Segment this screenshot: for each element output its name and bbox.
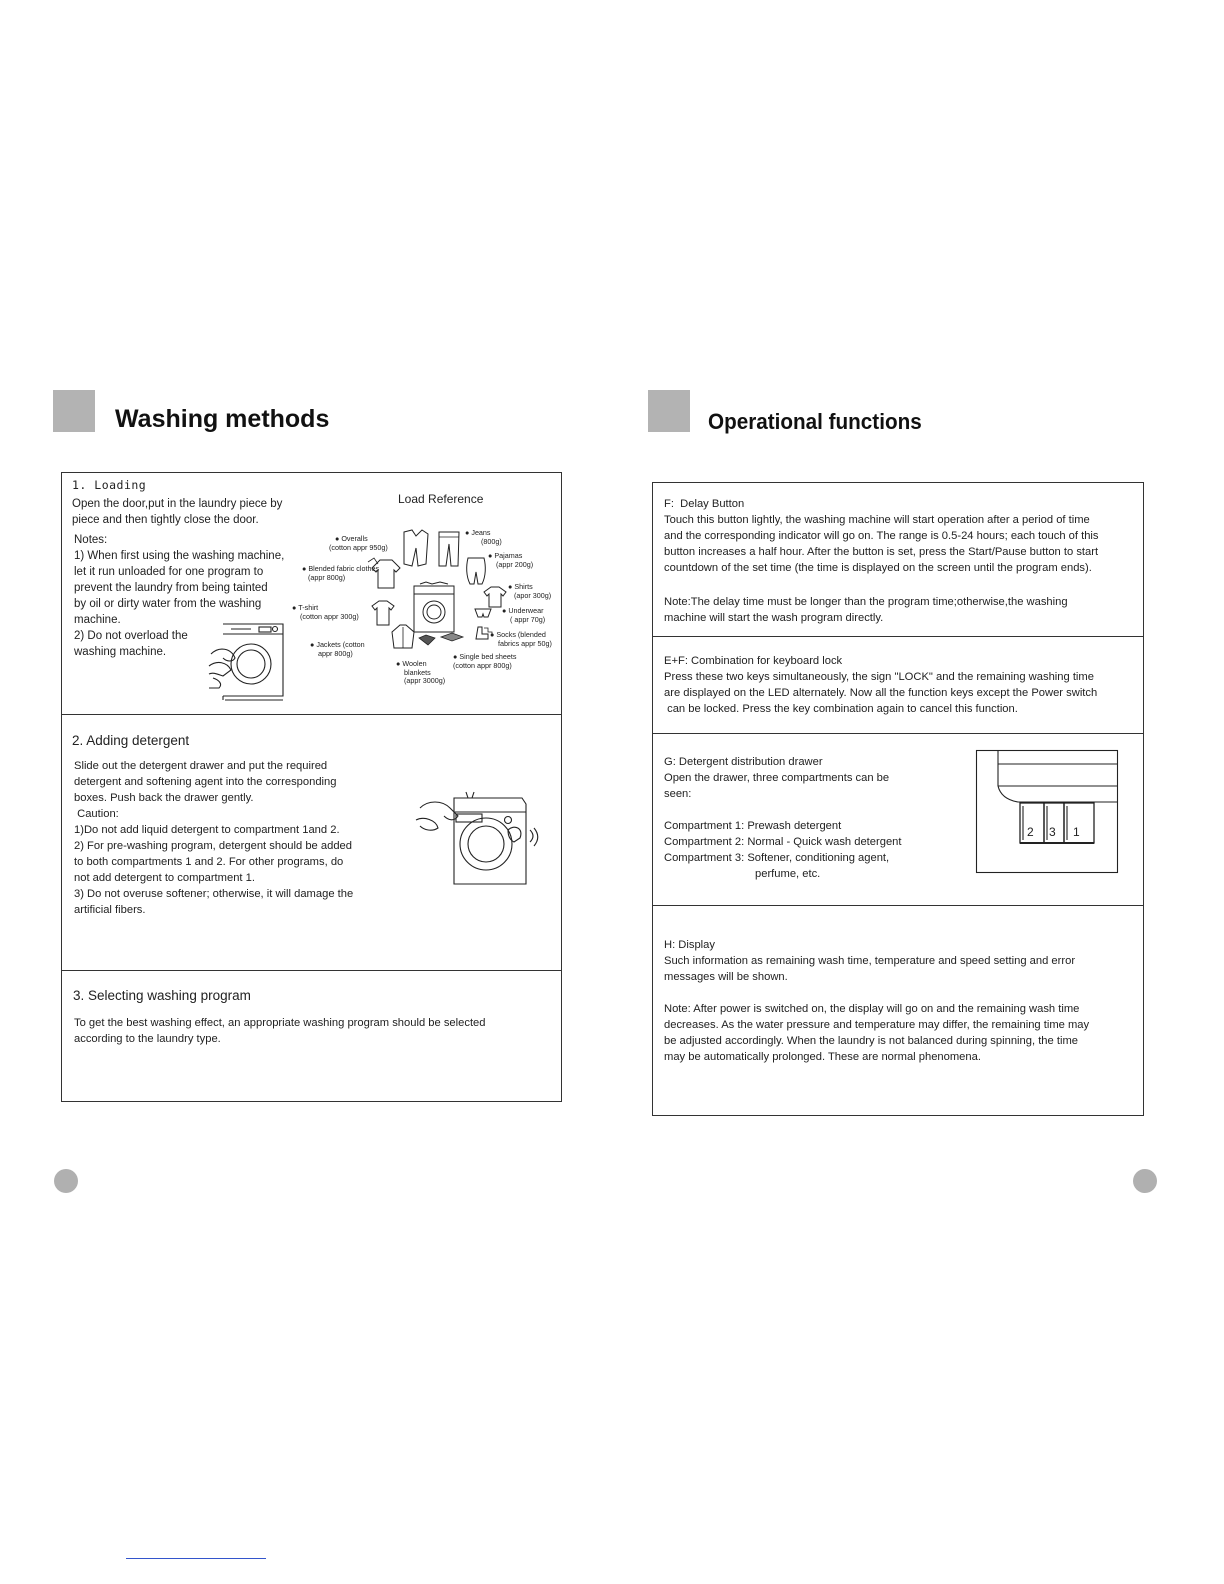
load-item-underwear: ● Underwear ( appr 70g) [502,606,546,624]
divider [61,714,562,715]
drawer-diagram [976,750,1146,873]
selecting-line: To get the best washing effect, an appropriate washing program should be selected [74,1017,486,1029]
detergent-line: 1)Do not add liquid detergent to compartment 1and 2. [74,824,340,836]
load-item-overalls: ● Overalls (cotton appr 950g) [329,534,388,552]
pajamas-icon [464,556,488,586]
display-line: Such information as remaining wash time, temperature and speed setting and error [664,955,1076,967]
load-item-socks: ● Socks (blended fabrics appr 50g) [490,630,552,648]
divider [652,905,1144,906]
display-note-line: be adjusted accordingly. When the laundry is not balanced during spinning, the time [664,1035,1078,1047]
display-note-line: Note: After power is switched on, the display will go on and the remaining wash time [664,1003,1080,1015]
divider [652,636,1144,637]
tshirt-icon [370,600,396,626]
load-item-jackets: ● Jackets (cotton appr 800g) [310,640,365,658]
load-item-blended: ● Blended fabric clothes (appr 800g) [302,564,380,582]
shirts-icon [482,586,508,608]
display-line: messages will be shown. [664,971,788,983]
underwear-icon [474,608,492,618]
compartment-label-2: 2 [1027,825,1034,839]
delay-line: and the corresponding indicator will go on. The range is 0.5-24 hours; each touch of this [664,530,1099,542]
compartment-line: Compartment 1: Prewash detergent [664,820,842,832]
detergent-line: 3) Do not overuse softener; otherwise, it will damage the [74,888,354,900]
loading-intro-line: piece and then tightly close the door. [72,514,259,526]
page-title-right: Operational functions [708,409,922,434]
display-heading: H: Display [664,939,715,951]
delay-line: countdown of the set time (the time is displayed on the screen until the program ends). [664,562,1092,574]
lock-line: Press these two keys simultaneously, the sign "LOCK" and the remaining washing time [664,671,1094,683]
selecting-line: according to the laundry type. [74,1033,221,1045]
bottom-link-underline [126,1558,266,1559]
jackets-icon [390,624,416,650]
detergent-line: boxes. Push back the drawer gently. [74,792,254,804]
load-item-sheets: ● Single bed sheets (cotton appr 800g) [453,652,517,670]
note-line: by oil or dirty water from the washing [74,598,262,610]
display-note-line: may be automatically prolonged. These are normal phenomena. [664,1051,981,1063]
note-line: 2) Do not overload the [74,630,188,642]
delay-line: button increases a half hour. After the button is set, press the Start/Pause button to start [664,546,1099,558]
note-line: washing machine. [74,646,167,658]
section-marker-left [53,390,95,432]
page-title-left: Washing methods [115,405,330,433]
load-item-jeans: ● Jeans (800g) [465,528,502,546]
detergent-line: 2) For pre-washing program, detergent should be added [74,840,352,852]
bed-sheets-icon [440,632,464,642]
load-reference-title: Load Reference [398,492,484,506]
divider [652,733,1144,734]
section-marker-right [648,390,690,432]
compartment-line: Compartment 3: Softener, conditioning agent, [664,852,890,864]
load-item-tshirt: ● T-shirt (cotton appr 300g) [292,603,359,621]
notes-label: Notes: [74,534,108,546]
detergent-heading: 2. Adding detergent [72,733,190,748]
detergent-line: Caution: [74,808,119,820]
load-item-woolen: ● Woolen blankets (appr 3000g) [396,659,446,685]
compartment-label-3: 3 [1049,825,1056,839]
drawer-heading: G: Detergent distribution drawer [664,756,823,768]
detergent-line: not add detergent to compartment 1. [74,872,255,884]
lock-line: are displayed on the LED alternately. Now all the function keys except the Power switch [664,687,1098,699]
note-line: prevent the laundry from being tainted [74,582,268,594]
lock-heading: E+F: Combination for keyboard lock [664,655,843,667]
note-line: 1) When first using the washing machine, [74,550,285,562]
loading-intro-line: Open the door,put in the laundry piece by [72,498,283,510]
drawer-line: seen: [664,788,692,800]
jeans-icon [436,530,462,568]
drawer-line: Open the drawer, three compartments can be [664,772,890,784]
divider [61,970,562,971]
lock-line: can be locked. Press the key combination again to cancel this function. [664,703,1018,715]
load-item-pajamas: ● Pajamas (appr 200g) [488,551,534,569]
detergent-line: detergent and softening agent into the corresponding [74,776,337,788]
delay-note-line: machine will start the wash program directly. [664,612,884,624]
delay-line: Touch this button lightly, the washing machine will start operation after a period of time [664,514,1090,526]
selecting-heading: 3. Selecting washing program [73,988,251,1003]
load-reference-washer-icon [412,582,460,634]
detergent-drawer-illustration [414,790,540,886]
load-item-shirts: ● Shirts (apor 300g) [508,582,552,600]
display-note-line: decreases. As the water pressure and temperature may differ, the remaining time may [664,1019,1090,1031]
page-marker-right [1133,1169,1157,1193]
washer-loading-illustration [205,618,285,700]
delay-heading: F: Delay Button [664,498,745,510]
page-marker-left [54,1169,78,1193]
note-line: let it run unloaded for one program to [74,566,264,578]
detergent-line: to both compartments 1 and 2. For other programs, do [74,856,344,868]
detergent-line: artificial fibers. [74,904,146,916]
detergent-line: Slide out the detergent drawer and put the required [74,760,328,772]
drawer-diagram-outline [976,750,1146,873]
note-line: machine. [74,614,121,626]
delay-note-line: Note:The delay time must be longer than the program time;otherwise,the washing [664,596,1068,608]
loading-heading: 1. Loading [72,478,147,492]
compartment-line: perfume, etc. [755,868,821,880]
woolen-blankets-icon [418,634,436,646]
compartment-line: Compartment 2: Normal - Quick wash detergent [664,836,902,848]
compartment-label-1: 1 [1073,825,1080,839]
